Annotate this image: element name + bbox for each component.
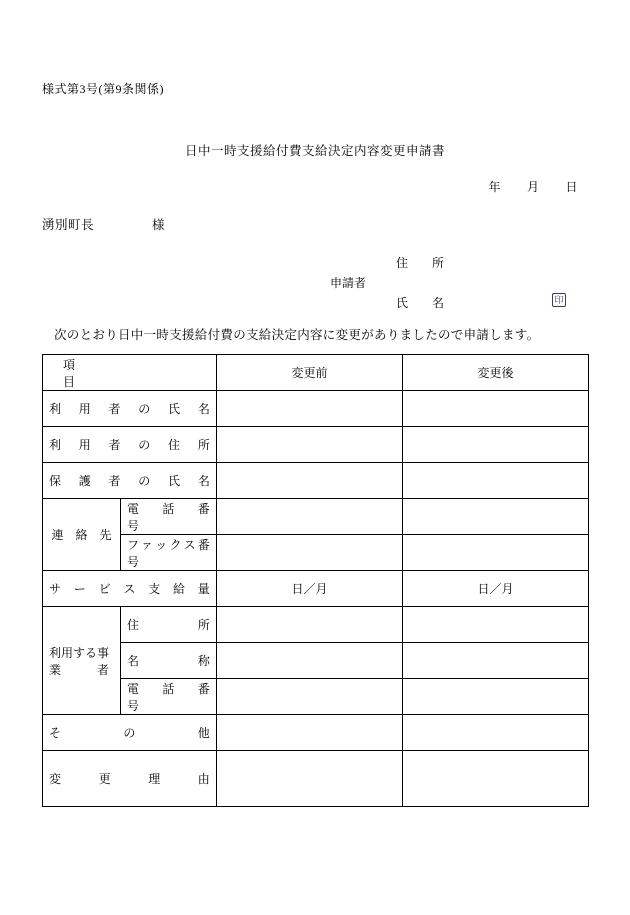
row-label-reason: 変 更 理 由 <box>43 751 217 807</box>
cell-before[interactable] <box>217 499 403 535</box>
cell-before[interactable] <box>217 391 403 427</box>
date-line <box>488 178 578 195</box>
table-header-row <box>43 355 589 391</box>
cell-after[interactable] <box>403 463 589 499</box>
cell-after[interactable] <box>403 679 589 715</box>
row-label-user-name: 利 用 者 の 氏 名 <box>43 391 217 427</box>
cell-before[interactable] <box>217 679 403 715</box>
table-row <box>43 391 589 427</box>
cell-before[interactable] <box>217 715 403 751</box>
row-label-provider-phone: 電 話 番 号 <box>121 679 217 715</box>
date-month-label: 月 <box>526 180 540 194</box>
header-before: 変更前 <box>217 355 403 391</box>
cell-before[interactable] <box>217 751 403 807</box>
header-item: 項 目 <box>43 355 217 391</box>
table-row <box>43 427 589 463</box>
row-label-guardian-name: 保 護 者 の 氏 名 <box>43 463 217 499</box>
cell-before[interactable] <box>217 427 403 463</box>
seal-icon: 印 <box>552 293 566 307</box>
table-row <box>43 535 589 571</box>
applicant-block <box>330 253 590 313</box>
cell-before[interactable] <box>217 607 403 643</box>
applicant-label-row <box>330 273 590 293</box>
row-label-phone: 電 話 番 号 <box>121 499 217 535</box>
applicant-label: 申請者 <box>330 276 367 290</box>
table-row <box>43 571 589 607</box>
header-after: 変更後 <box>403 355 589 391</box>
cell-after[interactable]: 日／月 <box>403 571 589 607</box>
table-row <box>43 499 589 535</box>
cell-after[interactable] <box>403 643 589 679</box>
date-year-label: 年 <box>488 180 501 194</box>
date-day-label: 日 <box>565 180 578 194</box>
cell-after[interactable] <box>403 391 589 427</box>
applicant-name-label: 氏 名 <box>396 296 445 310</box>
applicant-address-row <box>330 253 590 273</box>
cell-after[interactable] <box>403 751 589 807</box>
form-number: 様式第3号(第9条関係) <box>42 82 164 96</box>
cell-after[interactable] <box>403 535 589 571</box>
addressee-honorific: 様 <box>152 218 166 232</box>
table-row <box>43 607 589 643</box>
cell-before[interactable]: 日／月 <box>217 571 403 607</box>
table-row <box>43 463 589 499</box>
row-label-fax: ファックス番号 <box>121 535 217 571</box>
cell-after[interactable] <box>403 607 589 643</box>
applicant-name-row <box>330 293 590 313</box>
row-group-provider: 利用する事業 者 <box>43 607 121 715</box>
cell-before[interactable] <box>217 643 403 679</box>
cell-after[interactable] <box>403 715 589 751</box>
table-row <box>43 751 589 807</box>
cell-before[interactable] <box>217 463 403 499</box>
cell-before[interactable] <box>217 535 403 571</box>
table-row <box>43 715 589 751</box>
page-title: 日中一時支援給付費支給決定内容変更申請書 <box>184 144 445 158</box>
table-row <box>43 679 589 715</box>
addressee-name: 湧別町長 <box>42 218 95 232</box>
intro-text: 次のとおり日中一時支援給付費の支給決定内容に変更がありましたので申請します。 <box>54 328 540 342</box>
applicant-address-label: 住 所 <box>396 256 445 270</box>
table-row <box>43 643 589 679</box>
row-label-user-address: 利 用 者 の 住 所 <box>43 427 217 463</box>
row-label-service-amount: サ ー ビ ス 支 給 量 <box>43 571 217 607</box>
cell-after[interactable] <box>403 427 589 463</box>
row-group-contact: 連 絡 先 <box>43 499 121 571</box>
cell-after[interactable] <box>403 499 589 535</box>
addressee <box>42 215 165 233</box>
change-request-table <box>42 354 589 807</box>
row-label-provider-name: 名 称 <box>121 643 217 679</box>
row-label-provider-address: 住 所 <box>121 607 217 643</box>
row-label-other: そ の 他 <box>43 715 217 751</box>
